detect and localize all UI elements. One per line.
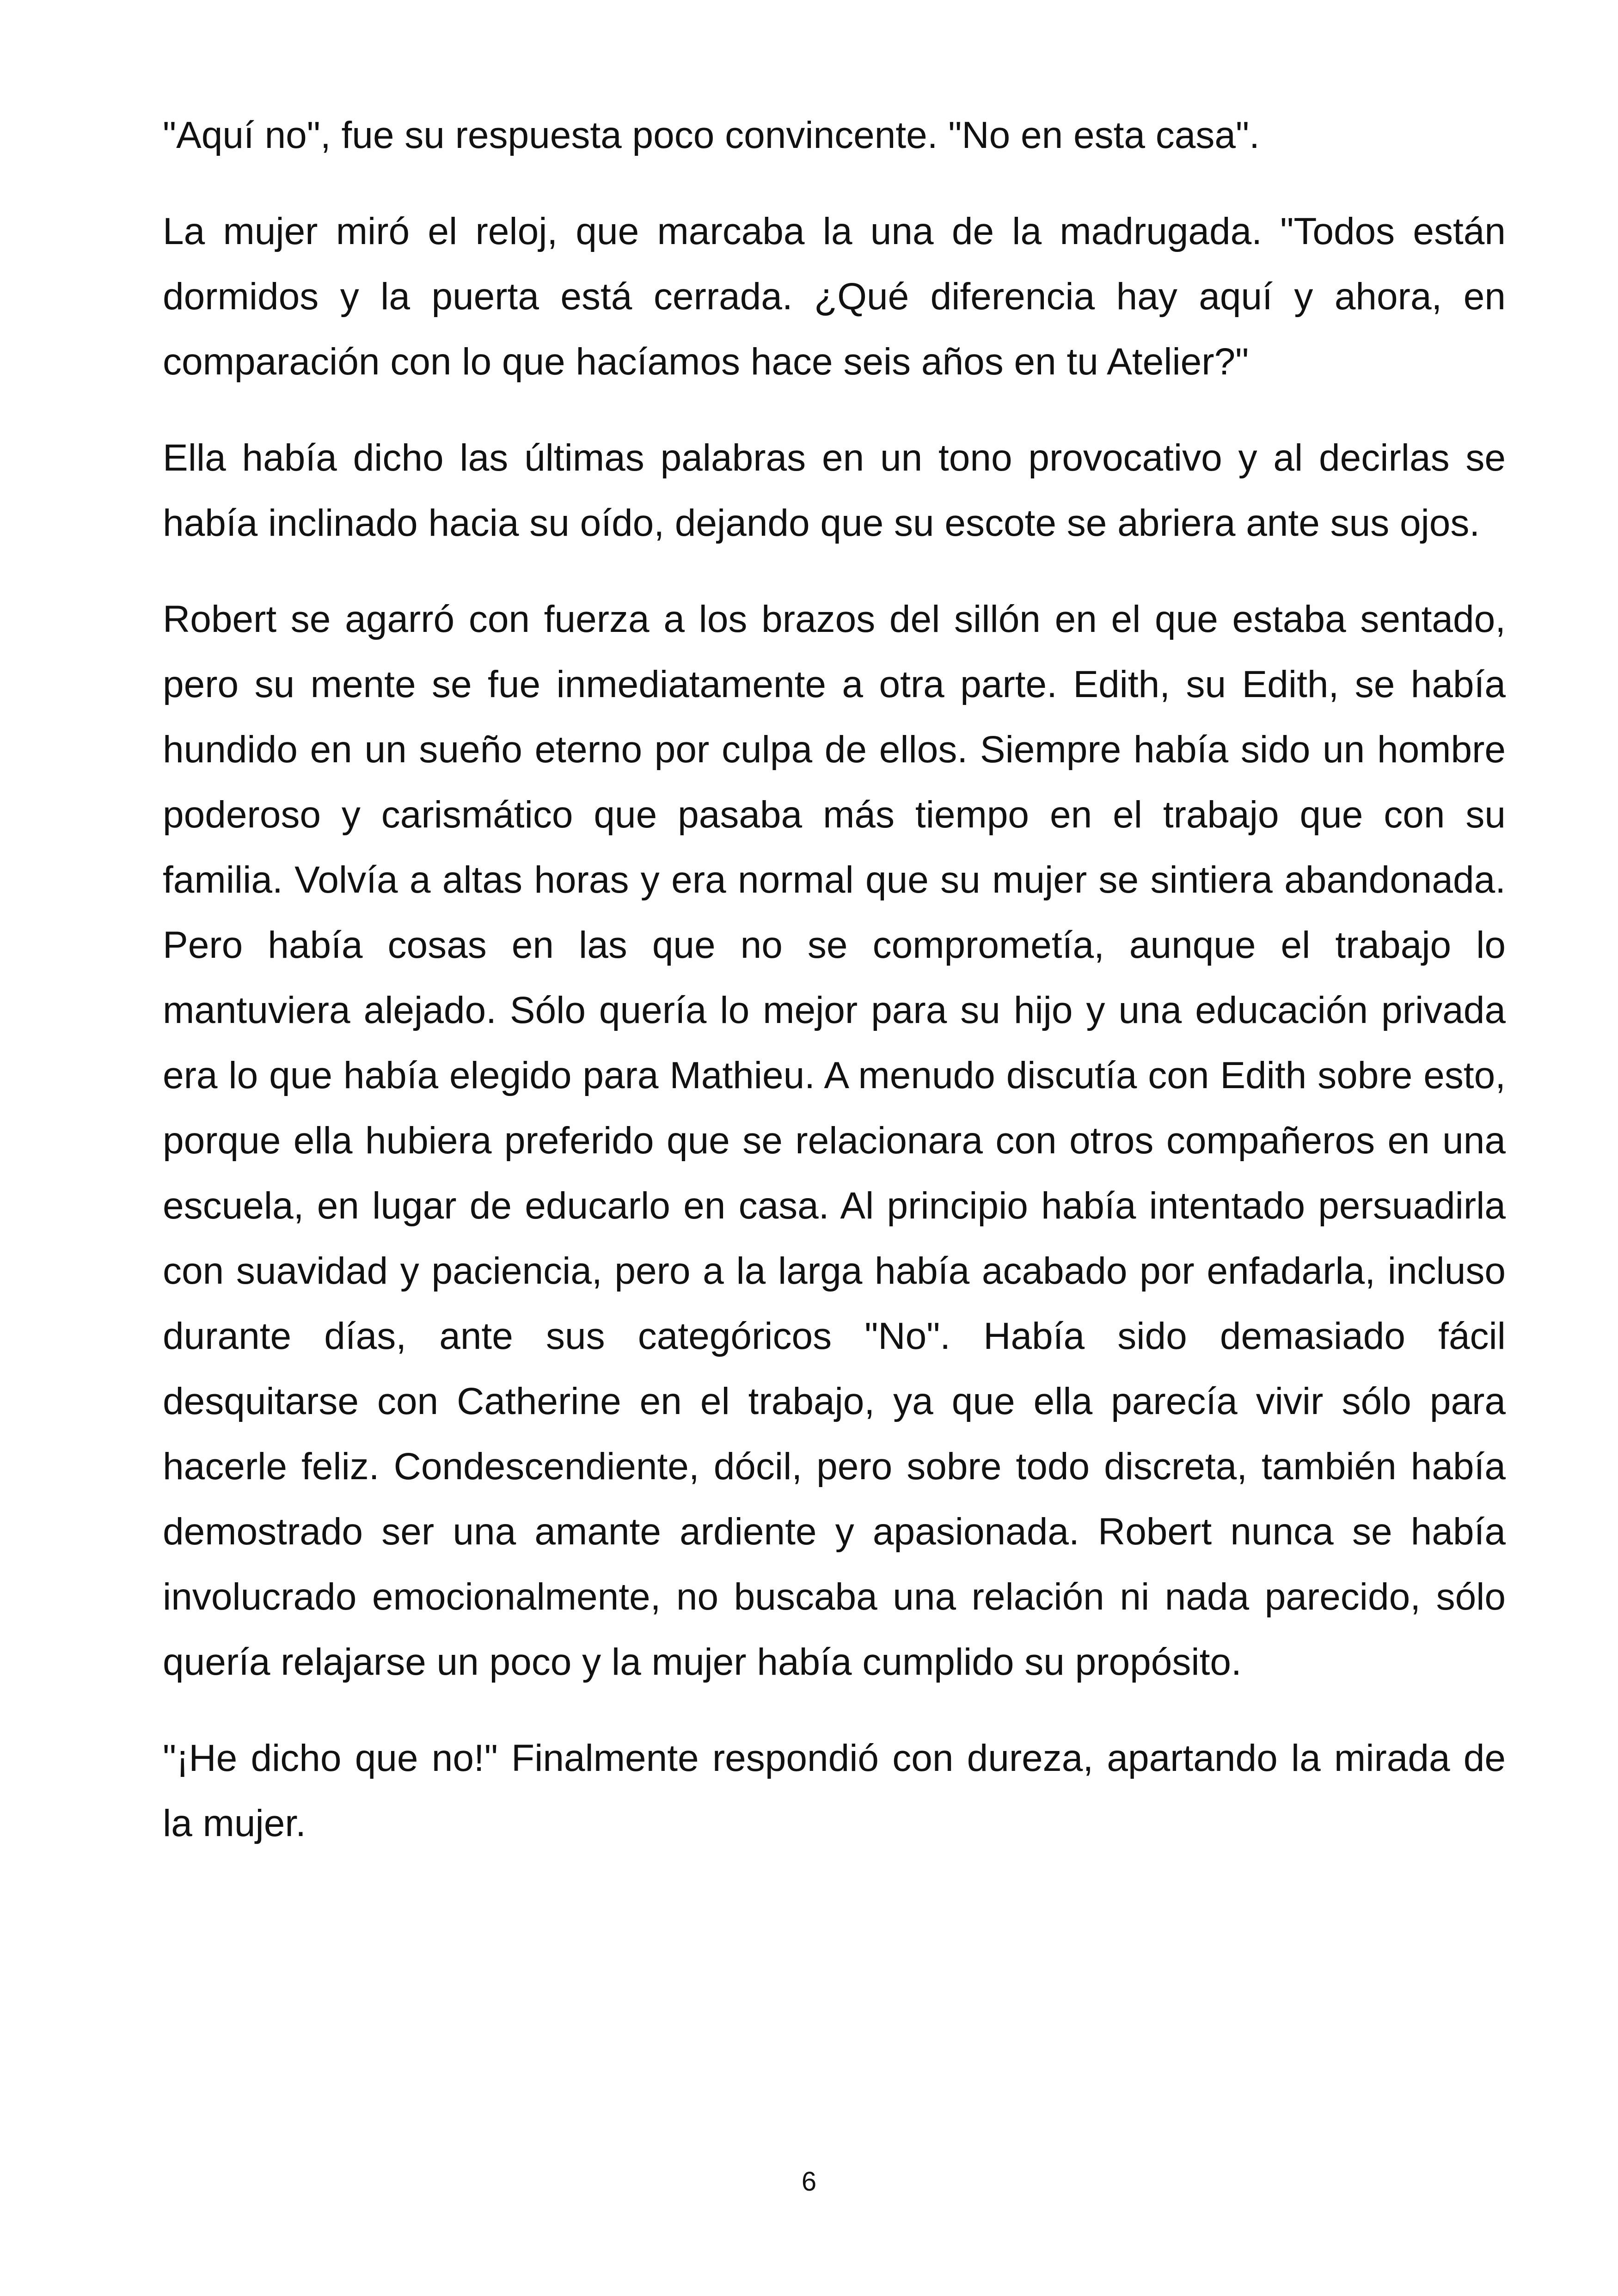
page-number: 6	[801, 2167, 817, 2197]
paragraph-4: Robert se agarró con fuerza a los brazos del sillón en el que estaba sentado, pero su mente se fue inmediatamente a otra parte. Edith, su Edith, se había hundido en un sueño eterno por culpa de ellos. Siempre había sido un hombre poderoso y carismático que pasaba más tiempo en el trabajo que con su familia. Volvía a altas horas y era normal que su mujer se sintiera abandonada. Pero había cosas en las que no se comprometía, aunque el trabajo lo mantuviera alejado. Sólo quería lo mejor para su hijo y una educación privada era lo que había elegido para Mathieu. A menudo discutía con Edith sobre esto, porque ella hubiera preferido que se relacionara con otros compañeros en una escuela, en lugar de educarlo en casa. Al principio había intentado persuadirla con suavidad y paciencia, pero a la larga había acabado por enfadarla, incluso durante días, ante sus categóricos "No". Había sido demasiado fácil desquitarse con Catherine en el trabajo, ya que ella parecía vivir sólo para hacerle feliz. Condescendiente, dócil, pero sobre todo discreta, también había demostrado ser una amante ardiente y apasionada. Robert nunca se había involucrado emocionalmente, no buscaba una relación ni nada parecido, sólo quería relajarse un poco y la mujer había cumplido su propósito.	[163, 598, 1506, 1683]
paragraph-2: La mujer miró el reloj, que marcaba la una de la madrugada. "Todos están dormidos y la puerta está cerrada. ¿Qué diferencia hay aquí y ahora, en comparación con lo que hacíamos hace seis años en tu Atelier?"	[163, 210, 1506, 383]
paragraph-5: "¡He dicho que no!" Finalmente respondió con dureza, apartando la mirada de la mujer.	[163, 1737, 1506, 1844]
paragraph-1: "Aquí no", fue su respuesta poco convincente. "No en esta casa".	[163, 114, 1260, 156]
body-text	[163, 103, 1506, 1887]
paragraph-3: Ella había dicho las últimas palabras en un tono provocativo y al decirlas se había inclinado hacia su oído, dejando que su escote se abriera ante sus ojos.	[163, 437, 1506, 544]
